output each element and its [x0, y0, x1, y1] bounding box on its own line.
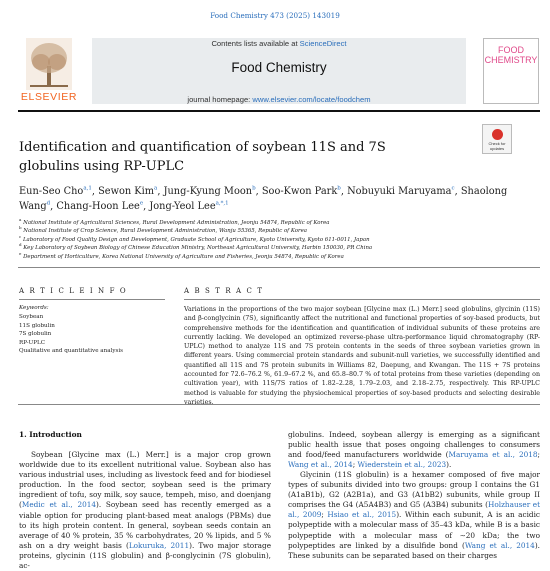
affiliation-key: e — [19, 250, 22, 256]
affiliation-text: Department of Horticulture, Korea National University of Agriculture and Fisheries, Jeonju 54874, Republic of Korea — [23, 253, 344, 260]
elsevier-logo[interactable] — [18, 38, 80, 104]
sciencedirect-link[interactable]: ScienceDirect — [299, 39, 347, 48]
journal-homepage-line — [92, 95, 466, 104]
author-affiliation-marker[interactable]: d — [46, 200, 51, 207]
journal-cover-thumbnail[interactable] — [483, 38, 539, 104]
citation-link[interactable]: Wang et al., 2014 — [288, 460, 353, 470]
author-separator: , — [91, 186, 99, 197]
citation-link[interactable]: Lokuruka, 2011 — [128, 540, 190, 550]
author-name[interactable]: Chang-Hoon Lee — [56, 200, 140, 212]
body-text: ). These subunits can be separated based on their charges — [288, 540, 540, 560]
body-paragraph: globulins. Indeed, soybean allergy is emerging as a significant public health issue that poses ongoing challenges to consumers and food/feed manufacturers worldwide (Maruyama et al., 2018; Wang et al., 2014; Wiederstein et al., 2023). — [288, 430, 540, 470]
cover-title-word1: FOOD — [498, 45, 524, 55]
citation-link[interactable]: Wiederstein et al., 2023 — [357, 460, 447, 470]
author-affiliation-marker[interactable]: b — [337, 185, 341, 192]
publisher-name: ELSEVIER — [20, 91, 78, 103]
author-separator: , — [340, 186, 348, 197]
citation-link[interactable]: Holzhauser et al., 2009 — [288, 500, 541, 520]
journal-homepage-link[interactable]: www.elsevier.com/locate/foodchem — [252, 95, 371, 104]
abstract-divider — [184, 299, 540, 300]
contents-available-line — [92, 39, 466, 48]
author-name[interactable]: Eun-Seo Cho — [19, 186, 84, 197]
keyword-item: Qualitative and quantitative analysis — [19, 348, 124, 354]
affiliation-list — [19, 219, 539, 261]
contents-prefix: Contents lists available at — [211, 39, 300, 48]
author-separator: , — [454, 186, 461, 197]
author-separator: , — [157, 186, 164, 197]
article-info-divider — [19, 299, 165, 300]
abstract-bottom-divider — [18, 404, 540, 405]
homepage-prefix: journal homepage: — [187, 95, 253, 104]
citation-link[interactable]: Medic et al., 2014 — [21, 500, 97, 510]
author-name[interactable]: Jung-Kyung Moon — [163, 186, 253, 197]
body-text: ). Soybean seed has recently emerged as a viable option for producing plant-based meat analogs (PBMs) due to its high protein content. In general, soybean seeds contain an average of 40 % protein, 35 % carbohydrates, 20 % lipids, and 5 % ash on a dry weight basis ( — [19, 500, 271, 550]
affiliation-key: d — [19, 242, 22, 248]
author-affiliation-marker[interactable]: a,*,1 — [215, 200, 229, 207]
keyword-item: RP-UPLC — [19, 339, 46, 346]
body-text: ). Two major storage proteins, glycinin (11S globulin) and β-conglycinin (7S globulin), ac- — [19, 540, 272, 571]
cover-title-word2: CHEMISTRY — [484, 55, 538, 65]
affiliation-text: National Institute of Agricultural Sciences, Rural Development Administration, Jeonju 54874, Republic of Korea — [23, 220, 330, 226]
author-separator: , — [255, 186, 262, 197]
keyword-item: Soybean — [19, 314, 44, 320]
citation-link[interactable]: Hsiao et al., 2015 — [327, 510, 397, 520]
body-text: globulins. Indeed, soybean allergy is emerging as a significant public health issue that poses ongoing challenges to consumers and food/feed manufacturers worldwide ( — [288, 430, 540, 460]
body-paragraph — [19, 450, 271, 571]
author-name[interactable]: Nobuyuki Maruyama — [347, 186, 452, 197]
author-name[interactable]: Sewon Kim — [98, 186, 155, 197]
check-for-updates-button[interactable] — [482, 124, 512, 154]
affiliation-divider — [18, 267, 540, 268]
journal-title: Food Chemistry — [231, 60, 327, 75]
body-text: Glycinin (11S globulin) is a hexamer composed of five major types of subunits divided into two groups: group I contains the G1 (A1aB1b), G2 (A2B1a), and G3 (A1bB2) subunits, while group II comprises the G4 (A5A4B3) and G5 (A3B4) subunits ( — [288, 470, 540, 510]
journal-citation[interactable]: Food Chemistry 473 (2025) 143019 — [210, 11, 340, 20]
author-list — [19, 185, 539, 214]
affiliation-item — [19, 250, 539, 261]
citation-link[interactable]: Maruyama et al., 2018 — [448, 450, 538, 460]
author-affiliation-marker[interactable]: b — [252, 185, 256, 192]
affiliation-item — [19, 244, 539, 252]
abstract-heading: A B S T R A C T — [184, 287, 264, 295]
body-text: ). Within each subunit, A is an acidic polypeptide with a molecular mass of 35–43 kDa, while B is a basic polypeptide with a molecular mass of ∼20 kDa; the two polypeptides are linked by a disulfide bond ( — [288, 510, 541, 550]
affiliation-item — [19, 219, 539, 227]
citation-link[interactable]: Wang et al., 2014 — [464, 540, 535, 550]
keyword-item: 7S globulin — [19, 331, 52, 337]
author-separator: , — [50, 200, 57, 212]
keyword-item: 11S globulin — [19, 322, 55, 329]
crossmark-label: Check for updates — [488, 141, 506, 151]
body-text: Soybean [Glycine max (L.) Merr.] is a major crop grown worldwide due to its excellent nutritional value. Soybean also has various industrial uses, including as livestock feed and for biodiesel production. In the food sector, soybean seed is the primary ingredient of tofu, soy milk, soy sauce, tempeh, miso, and doenjang ( — [19, 450, 271, 510]
affiliation-text: National Institute of Crop Science, Rural Development Administration, Wanju 55365, Republic of Korea — [23, 228, 308, 235]
author-affiliation-marker[interactable]: e — [139, 200, 144, 207]
article-title: Identification and quantification of soybean 11S and 7S globulins using RP-UPLC — [19, 140, 386, 174]
affiliation-key: c — [19, 234, 22, 240]
author-affiliation-marker[interactable]: c — [451, 185, 455, 192]
author-name[interactable]: Soo-Kwon Park — [261, 186, 338, 197]
affiliation-key: a — [19, 217, 22, 223]
affiliation-key: b — [19, 225, 22, 231]
affiliation-item — [19, 227, 539, 235]
affiliation-text: Laboratory of Food Quality Design and Development, Graduate School of Agriculture, Kyoto University, Kyoto 611-0011, Japan — [22, 236, 370, 243]
author-affiliation-marker[interactable]: a,1 — [83, 185, 92, 192]
author-separator: , — [143, 200, 150, 212]
author-name[interactable]: Jong-Yeol Lee — [149, 200, 216, 212]
body-paragraph: Glycinin (11S globulin) is a hexamer composed of five major types of subunits divided into two groups: group I contains the G1 (A1aB1b), G2 (A2B1a), and G3 (A1bB2) subunits, while group II comprises the G4 (A5A4B3) and G5 (A3B4) subunits (Holzhauser et al., 2009; Hsiao et al., 2015). Within each subunit, A is an acidic polypeptide with a molecular mass of 35–43 kDa, while B is a basic polypeptide with a molecular mass of ∼20 kDa; the two polypeptides are linked by a disulfide bond (Wang et al., 2014). These subunits can be separated based on their charges — [288, 470, 541, 560]
affiliation-item — [19, 236, 539, 244]
author-affiliation-marker[interactable]: a — [154, 185, 158, 192]
keywords-label: Keywords: — [19, 305, 49, 311]
affiliation-text: Key Laboratory of Soybean Biology of Chinese Education Ministry, Northeast Agricultural University, Harbin 150030, PR China — [23, 245, 373, 252]
author-name[interactable]: Shaolong Wang — [19, 186, 508, 212]
section-heading-introduction: 1. Introduction — [19, 430, 82, 439]
elsevier-tree-icon — [26, 38, 72, 90]
abstract-text: Variations in the proportions of the two major soybean [Glycine max (L.) Merr.] seed globulins, glycinin (11S) and β-conglycinin (7S), significantly affect the nutritional and functional properties of soy-based products, but comprehensive methods for the identification and quantification of individual subunits of these proteins are currently lacking. We developed an optimized reverse-phase ultra-performance liquid chromatography (RP-UPLC) method to analyze 11S and 7S protein contents in the seeds of three soybean varieties grown in different years. Using commercial protein standards and subunit-null varieties, we successfully identified and quantified all 11S and 7S protein subunits in Williams 82, Daepung, and Kwangan. The 11S + 7S proteins accounted for 72.6–76.2 %, 61.9–67.2 %, and 65.8–80.7 % of total proteins from these varieties (depending on cultivation year), with 11S/7S ratios of 1.82–2.28, 1.79–2.03, and 2.18–2.75, respectively. This RP-UPLC method is valuable for studying the physiochemical properties of soy-based products and selecting desirable varieties. — [184, 306, 540, 406]
article-info-heading: A R T I C L E I N F O — [19, 287, 128, 295]
crossmark-icon — [492, 129, 503, 140]
header-divider — [18, 110, 540, 112]
